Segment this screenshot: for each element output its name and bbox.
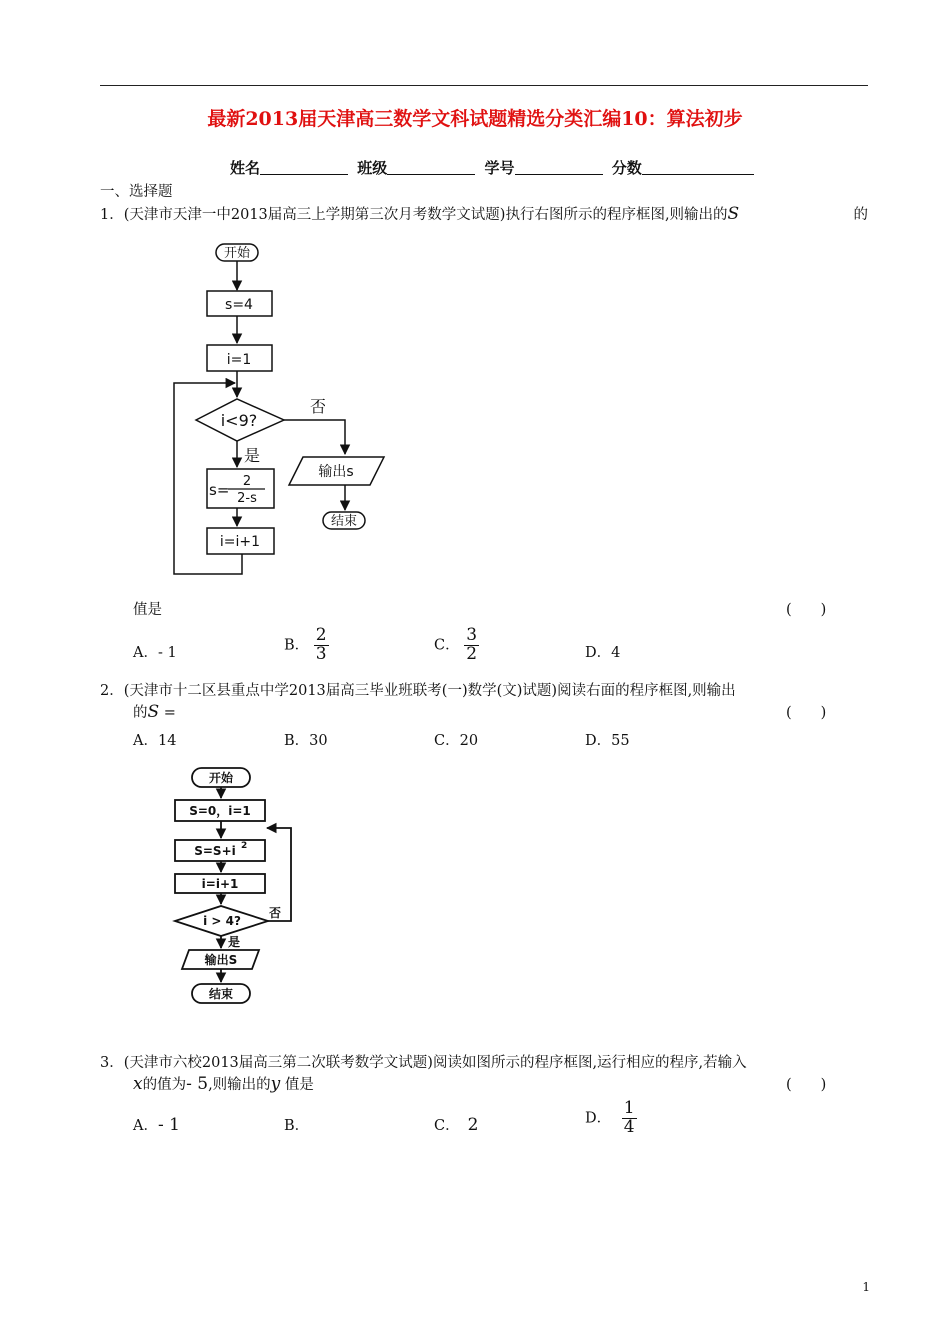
q2-no-label: 否 [269, 906, 282, 920]
q2-flowchart [165, 760, 315, 1010]
q1-stem: 1．(天津市天津一中2013届高三上学期第三次月考数学文试题)执行右图所示的程序框图,则输出的 [100, 207, 728, 223]
class-label: 班级 [357, 159, 388, 177]
q1-continuation: 值是 [133, 602, 162, 618]
q3-option-b[interactable]: B． [284, 1118, 310, 1134]
q1-condition-label: i<9? [220, 411, 258, 430]
q1-stem-line [100, 203, 870, 224]
name-label: 姓名 [230, 159, 261, 177]
q2-answer-paren[interactable]: ( ) [786, 705, 827, 721]
q2-stem-line2: 的S = [133, 702, 176, 722]
q3-option-d[interactable]: D． $\frac{1}{4}$ [585, 1098, 635, 1137]
q1-answer-paren[interactable]: ( ) [786, 602, 827, 618]
q3-input-value: - 5 [186, 1074, 209, 1094]
score-blank[interactable] [642, 160, 754, 175]
q1-s-update-den: 2-s [237, 491, 257, 506]
q3-option-d-fraction: $\frac{1}{4}$ [623, 1098, 635, 1137]
q2-yes-label: 是 [228, 935, 241, 949]
q1-option-b-fraction: $\frac{2}{3}$ [315, 625, 327, 664]
q3-option-c[interactable]: C． 2 [434, 1115, 479, 1135]
q1-option-c-fraction: $\frac{3}{2}$ [466, 625, 478, 664]
q2-output-label: 输出S [204, 953, 238, 967]
q2-option-d[interactable]: D．55 [585, 733, 630, 749]
q1-i-init-label: i=1 [226, 352, 252, 368]
q2-option-a[interactable]: A．14 [133, 733, 177, 749]
page-title: 最新2013届天津高三数学文科试题精选分类汇编10：算法初步 [207, 108, 743, 130]
q2-i-update-label: i=i+1 [201, 877, 239, 891]
header-rule [100, 85, 868, 86]
q1-no-label: 否 [310, 397, 327, 416]
q2-option-c[interactable]: C．20 [434, 733, 479, 749]
q3-stem: 3．(天津市六校2013届高三第二次联考数学文试题)阅读如图所示的程序框图,运行相应的程序,若输入 [100, 1055, 747, 1071]
q1-output-label: 输出s [318, 464, 354, 480]
q1-s-update-lhs: s= [209, 481, 230, 499]
q3-option-a[interactable]: A．- 1 [133, 1115, 180, 1135]
page-number: 1 [862, 1280, 870, 1294]
q1-stem-tail: 的 [853, 207, 868, 223]
q3-var-x: x [133, 1074, 143, 1094]
score-label: 分数 [611, 159, 642, 177]
q1-end-label: 结束 [330, 514, 358, 529]
class-blank[interactable] [387, 160, 475, 175]
q1-option-c[interactable]: C． $\frac{3}{2}$ [434, 625, 478, 664]
q2-stem: 2．(天津市十二区县重点中学2013届高三毕业班联考(一)数学(文)试题)阅读右面的程序框图,则输出 [100, 683, 736, 699]
q1-s-init-label: s=4 [225, 297, 253, 313]
q1-i-update-label: i=i+1 [219, 534, 261, 550]
q2-start-label: 开始 [208, 771, 234, 785]
q1-option-b[interactable]: B． $\frac{2}{3}$ [284, 625, 327, 664]
id-label: 学号 [484, 159, 515, 177]
q1-flowchart [170, 238, 390, 578]
q3-answer-paren[interactable]: ( ) [786, 1077, 827, 1093]
q1-s-update-num: 2 [242, 474, 252, 489]
q2-init-label: S=0，i=1 [189, 804, 251, 818]
q2-end-label: 结束 [208, 987, 234, 1001]
q2-var: S [147, 702, 160, 722]
q1-start-label: 开始 [223, 246, 251, 261]
q1-yes-label: 是 [244, 446, 261, 465]
q3-var-y: y [270, 1074, 281, 1094]
name-blank[interactable] [260, 160, 348, 175]
q2-s-update-label: S=S+i [194, 844, 236, 858]
q3-stem-line2: x的值为- 5,则输出的y 值是 [133, 1074, 314, 1094]
student-info-line [230, 157, 758, 178]
section-heading: 一、选择题 [100, 184, 173, 200]
q1-option-d[interactable]: D．4 [585, 645, 621, 661]
id-blank[interactable] [515, 160, 603, 175]
q1-option-a[interactable]: A．- 1 [133, 645, 177, 661]
q2-s-update-sup: 2 [241, 841, 248, 851]
q1-var: S [727, 204, 740, 224]
q2-option-b[interactable]: B．30 [284, 733, 328, 749]
q2-condition-label: i > 4? [203, 914, 241, 928]
